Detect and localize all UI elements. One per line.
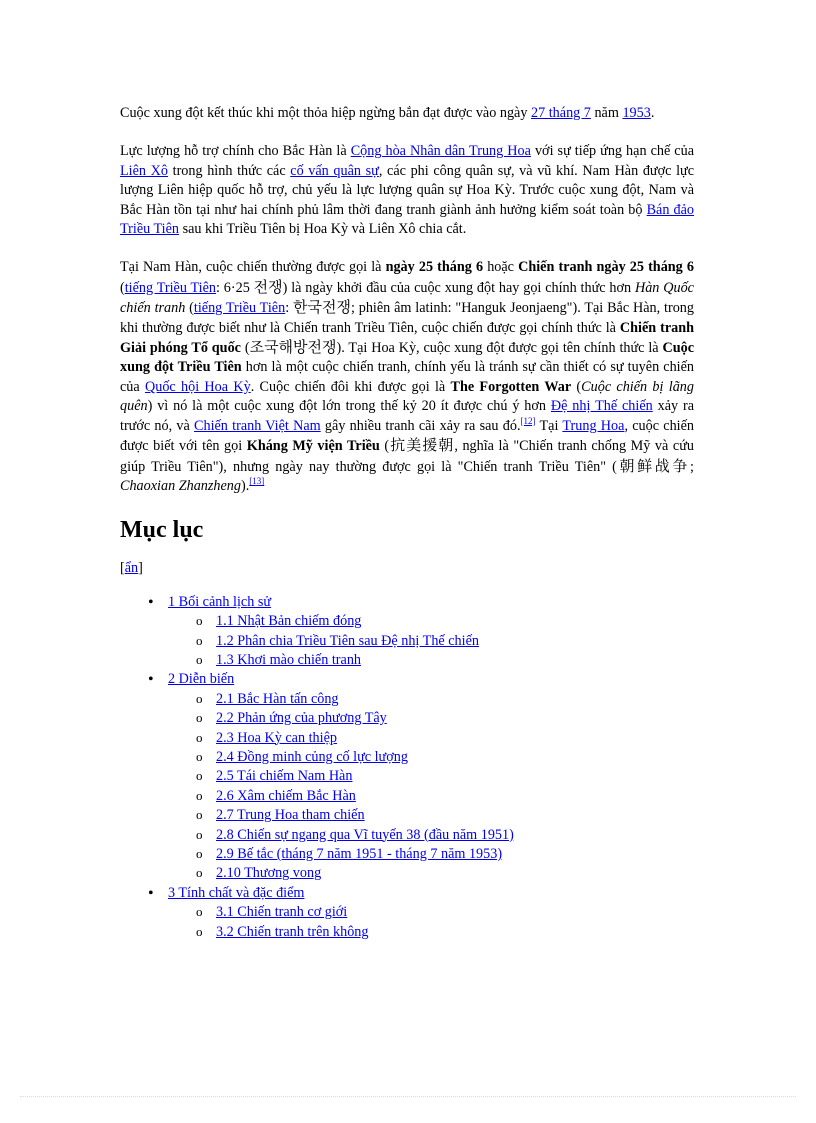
korean-text: 한국전쟁 [292, 298, 351, 317]
toc-toggle [120, 559, 694, 578]
toc-subitem [196, 709, 694, 728]
text: trong hình thức các [167, 162, 291, 179]
toc-sublink[interactable]: 2.3 Hoa Kỳ can thiệp [216, 729, 337, 746]
text: . Cuộc chiến đôi khi được gọi là [250, 378, 451, 395]
text: Tại [535, 417, 563, 434]
chinese-text: 抗美援朝 [389, 436, 455, 455]
link-lien-xo[interactable]: Liên Xô [120, 162, 168, 179]
text: Tại Nam Hàn, cuộc chiến thường được gọi là [120, 259, 386, 276]
toc-sublink[interactable]: 2.9 Bế tắc (tháng 7 năm 1951 - tháng 7 năm 1953) [216, 846, 503, 862]
toc-sublink[interactable]: 2.1 Bắc Hàn tấn công [216, 690, 339, 707]
toc-subitem [196, 612, 694, 631]
text: ) vì nó là một cuộc xung đột lớn trong thế kỷ 20 ít được chú ý hơn [147, 398, 551, 415]
italic-term: Chaoxian Zhanzheng [120, 477, 241, 494]
toc-subitem [196, 845, 694, 864]
text: ; phiên âm latinh: "Hanguk Jeonjaeng"). Tại Bắc Hàn, trong khi thường được biết như là Chiến tranh Triều Tiên, cuộc chiến được gọi chính thức là [120, 300, 694, 336]
bracket: [ [120, 560, 125, 577]
text: hơn là một cuộc chiến tranh, chính yếu là tránh sự cần thiết có sự tuyên chiến của [120, 359, 694, 395]
text: sau khi Triều Tiên bị Hoa Kỳ và Liên Xô chia cắt. [179, 221, 467, 238]
toc-sublink[interactable]: 2.10 Thương vong [216, 865, 322, 882]
toc-subitem [196, 748, 694, 767]
toc-sublist [168, 903, 694, 942]
text: gây nhiều tranh cãi xảy ra sau đó. [320, 417, 521, 434]
toc-sublink[interactable]: 2.7 Trung Hoa tham chiến [216, 807, 365, 824]
link-trung-hoa[interactable]: Trung Hoa [562, 417, 625, 434]
toc-sublink[interactable]: 2.8 Chiến sự ngang qua Vĩ tuyến 38 (đầu năm 1951) [216, 826, 514, 843]
text: ( [240, 340, 250, 357]
toc-subitem [196, 787, 694, 806]
toc-subitem [196, 690, 694, 709]
toc-subitem [196, 826, 694, 845]
toc-sublink[interactable]: 2.4 Đồng minh củng cố lực lượng [216, 748, 408, 765]
link-ban-dao-trieu-tien[interactable]: Bán đảo Triều Tiên [120, 201, 695, 238]
text: ) là ngày khởi đầu của cuộc xung đột hay gọi chính thức hơn [282, 279, 635, 296]
text: . [650, 105, 655, 121]
text: xảy ra trước nó, và [120, 398, 694, 434]
toc-subitem [196, 767, 694, 786]
link-27-thang-7[interactable]: 27 tháng 7 [531, 105, 591, 121]
toc-sublink[interactable]: 1.3 Khơi mào chiến tranh [216, 651, 362, 668]
toc-subitem [196, 864, 694, 883]
text: ). [241, 477, 250, 494]
paragraph-names [120, 258, 694, 496]
toc-subitem [196, 729, 694, 748]
toc-subitem [196, 923, 694, 942]
toc-sublink[interactable]: 2.2 Phản ứng của phương Tây [216, 710, 387, 727]
toc-link[interactable]: 2 Diễn biến [168, 671, 235, 688]
link-1953[interactable]: 1953 [622, 105, 651, 121]
link-quoc-hoi-hoa-ky[interactable]: Quốc hội Hoa Kỳ [144, 378, 251, 395]
toc-subitem [196, 903, 694, 922]
link-tieng-trieu-tien[interactable]: tiếng Triều Tiên [124, 279, 217, 296]
toc-sublist [168, 612, 694, 670]
text: : 6·25 [216, 279, 254, 296]
bold-term: The Forgotten War [450, 378, 572, 395]
text: với sự tiếp ứng hạn chế của [530, 143, 695, 160]
text: ( [185, 300, 194, 317]
citation-12[interactable]: [12] [520, 415, 536, 426]
toc-subitem [196, 632, 694, 651]
italic-term: Cuộc chiến bị lãng quên [120, 378, 694, 415]
text: ; [690, 458, 694, 475]
text: Cuộc xung đột kết thúc khi một thỏa hiệp ngừng bắn đạt được vào ngày [120, 105, 531, 121]
toc-title: Mục lục [120, 517, 204, 544]
page-divider [20, 1096, 796, 1097]
link-co-van-quan-su[interactable]: cố vấn quân sự [290, 162, 379, 179]
chinese-text: 朝鲜战争 [616, 456, 691, 475]
toc-item [148, 593, 694, 671]
text: ( [120, 279, 125, 296]
bold-term: Chiến tranh Giải phóng Tổ quốc [120, 319, 694, 357]
toc-item [148, 670, 694, 883]
toc-sublink[interactable]: 1.2 Phân chia Triều Tiên sau Đệ nhị Thế chiến [216, 632, 479, 649]
paragraph-support [120, 142, 694, 239]
text: ( [379, 438, 390, 455]
text: , nghĩa là "Chiến tranh chống Mỹ và cứu giúp Triều Tiên"), nhưng ngày nay thường được gọi là "Chiến tranh Triều Tiên" ( [120, 438, 694, 475]
toc-sublink[interactable]: 2.5 Tái chiếm Nam Hàn [216, 768, 353, 785]
text: Lực lượng hỗ trợ chính cho Bắc Hàn là [120, 143, 351, 160]
text: , cuộc chiến được biết với tên gọi [120, 417, 694, 455]
korean-text: 전쟁 [253, 277, 283, 296]
link-chien-tranh-viet-nam[interactable]: Chiến tranh Việt Nam [194, 417, 321, 434]
text: , các phi công quân sự, và vũ khí. Nam Hàn được lực lượng Liên hiệp quốc hỗ trợ, chủ yếu là lực lượng quân sự Hoa Kỳ. Trước cuộc xung đột, Nam và Bắc Hàn tồn tại như hai chính phủ lâm thời đang tranh giành ảnh hưởng kiểm soát toàn bộ [120, 162, 694, 218]
bold-term: Cuộc xung đột Triều Tiên [120, 340, 694, 376]
text: ( [571, 378, 582, 395]
toc-sublist [168, 690, 694, 884]
toc-sublink[interactable]: 3.1 Chiến tranh cơ giới [216, 904, 348, 921]
toc-hide-link[interactable]: ẩn [124, 560, 139, 577]
bold-term: Chiến tranh ngày 25 tháng 6 [518, 259, 694, 276]
link-de-nhi-the-chien[interactable]: Đệ nhị Thế chiến [550, 398, 653, 415]
link-prc[interactable]: Cộng hòa Nhân dân Trung Hoa [350, 143, 531, 160]
document-page [120, 104, 694, 942]
italic-term: Hàn Quốc chiến tranh [120, 279, 694, 317]
toc-item [148, 884, 694, 942]
bracket: ] [138, 560, 143, 577]
citation-13[interactable]: [13] [249, 475, 265, 486]
toc-subitem [196, 651, 694, 670]
toc-link[interactable]: 1 Bối cảnh lịch sử [168, 593, 272, 610]
toc-link[interactable]: 3 Tính chất và đặc điểm [168, 884, 305, 901]
toc-subitem [196, 806, 694, 825]
text: năm [590, 105, 623, 121]
text: : [285, 300, 293, 317]
toc-sublink[interactable]: 2.6 Xâm chiếm Bắc Hàn [216, 787, 356, 804]
paragraph-armistice [120, 104, 694, 123]
link-tieng-trieu-tien-2[interactable]: tiếng Triều Tiên [193, 300, 286, 317]
bold-term: Kháng Mỹ viện Triều [246, 438, 380, 455]
text: ). Tại Hoa Kỳ, cuộc xung đột được gọi tên chính thức là [336, 340, 663, 357]
korean-text: 조국해방전쟁 [249, 338, 337, 357]
bold-term: ngày 25 tháng 6 [385, 259, 484, 276]
toc-sublink[interactable]: 1.1 Nhật Bản chiếm đóng [216, 613, 362, 630]
toc-sublink[interactable]: 3.2 Chiến tranh trên không [216, 923, 369, 940]
toc-list [120, 593, 694, 942]
text: hoặc [483, 259, 519, 276]
